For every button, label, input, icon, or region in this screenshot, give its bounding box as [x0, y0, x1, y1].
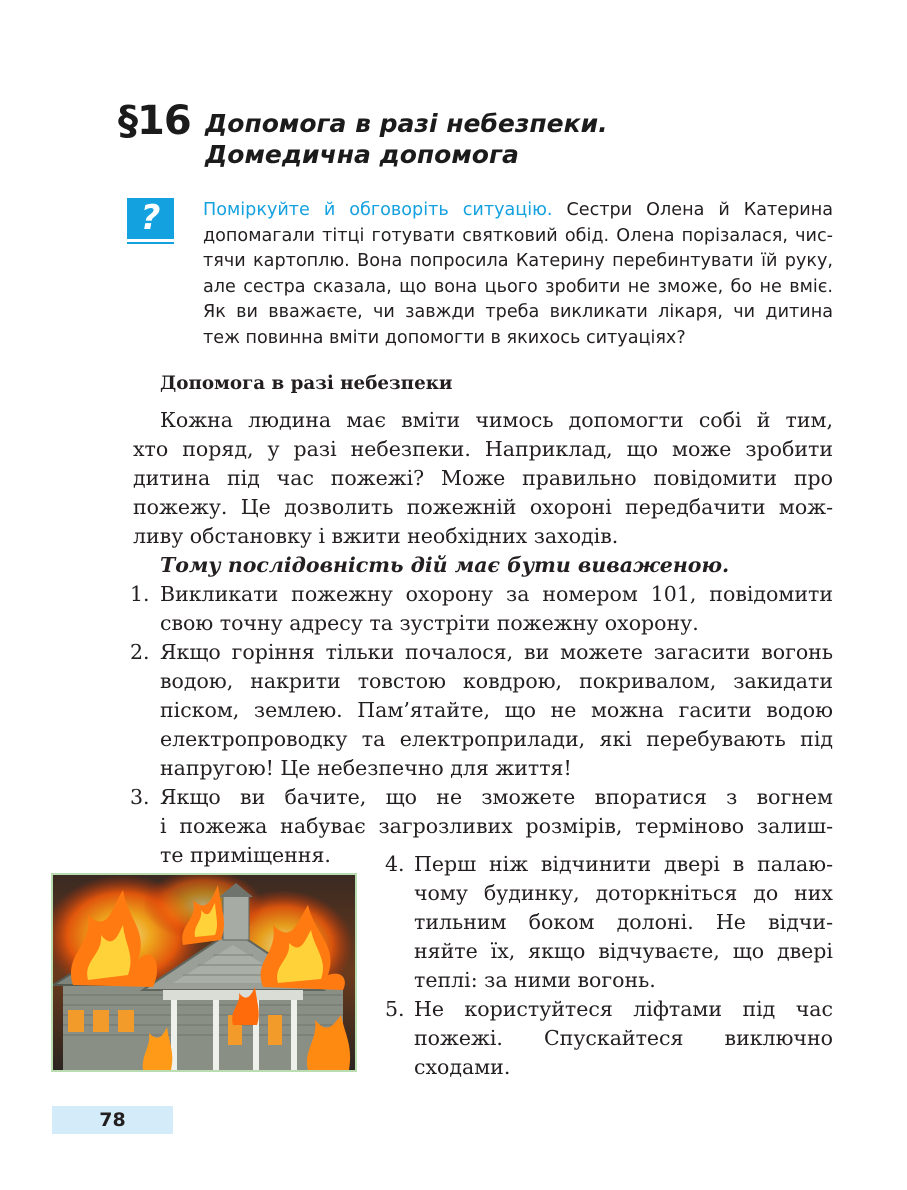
step-line: і пожежа набуває загрозливих розмірів, терміново залиш- — [160, 814, 833, 838]
discussion-block — [203, 198, 833, 351]
step-line: теплі: за ними вогонь. — [414, 968, 656, 992]
section-title-line: Домедична допомога — [205, 140, 519, 169]
page-number: 78 — [99, 1109, 126, 1131]
step-line: напругою! Це небезпечно для життя! — [160, 756, 572, 780]
discussion-line: теж повинна вміти допомогти в якихось ситуаціях? — [203, 327, 686, 348]
paragraph-line: дитина під час пожежі? Може правильно повідомити про — [133, 466, 833, 490]
discussion-line: тячи картоплю. Вона попросила Катерину перебинтувати їй руку, — [203, 251, 833, 271]
question-icon-underline — [127, 242, 174, 244]
step-line: няйте їх, якщо відчуваєте, що двері — [414, 939, 833, 963]
step-line: свою точну адресу та зустріти пожежну охорону. — [160, 611, 699, 635]
emphasis-line: Тому послідовність дій має бути виваженою. — [160, 553, 730, 577]
step-line: водою, накрити товстою ковдрою, покривалом, закидати — [160, 669, 833, 693]
step-number: 5. — [385, 997, 405, 1021]
step-line: Не користуйтеся ліфтами під час — [414, 997, 833, 1021]
paragraph-line: пожежу. Це дозволить пожежній охороні передбачити мож- — [133, 495, 833, 519]
step-line: Викликати пожежну охорону за номером 101, повідомити — [160, 582, 833, 606]
burning-house-photo — [51, 873, 357, 1072]
section-title — [205, 108, 705, 170]
burning-house-image — [53, 875, 355, 1070]
step-line: Якщо ви бачите, що не зможете впоратися з вогнем — [160, 785, 833, 809]
discussion-line: але сестра сказала, що вона цього зробити не зможе, бо не вміє. — [203, 276, 833, 297]
step-line: піском, землею. Пам’ятайте, що не можна гасити водою — [160, 698, 833, 722]
step-line: сходами. — [414, 1055, 511, 1079]
step-line: пожежі. Спускайтеся виключно — [414, 1026, 833, 1050]
discussion-line: Поміркуйте й обговоріть ситуацію. Сестри Олена й Катерина — [203, 200, 834, 220]
step-line: Якщо горіння тільки почалося, ви можете загасити вогонь — [160, 640, 833, 664]
step-number: 3. — [130, 785, 150, 809]
step-line: тильним боком долоні. Не відчи- — [414, 910, 833, 934]
discussion-line: Як ви вважаєте, чи завжди треба викликати лікаря, чи дитина — [203, 302, 833, 322]
section-title-line: Допомога в разі небезпеки. — [205, 109, 608, 138]
step-line: те приміщення. — [160, 843, 331, 867]
step-number: 2. — [130, 640, 150, 664]
discussion-prompt: Поміркуйте й обговоріть ситуацію. — [203, 200, 553, 220]
section-number: §16 — [118, 98, 191, 144]
step-line: Перш ніж відчинити двері в палаю- — [414, 852, 833, 876]
step-number: 4. — [385, 852, 405, 876]
paragraph-line: хто поряд, у разі небезпеки. Наприклад, що може зробити — [133, 437, 833, 461]
step-number: 1. — [130, 582, 150, 606]
step-line: електропроводку та електроприлади, які перебувають під — [160, 727, 833, 751]
paragraph-line: ливу обстановку і вжити необхідних заходів. — [133, 524, 619, 548]
discussion-line: допомагали тітці готувати святковий обід. Олена порізалася, чис- — [203, 225, 833, 246]
question-mark-icon: ? — [127, 198, 174, 239]
subsection-heading: Допомога в разі небезпеки — [160, 373, 453, 394]
paragraph-line: Кожна людина має вміти чимось допомогти собі й тим, — [160, 408, 833, 432]
step-line: чому будинку, доторкніться до них — [414, 881, 833, 905]
